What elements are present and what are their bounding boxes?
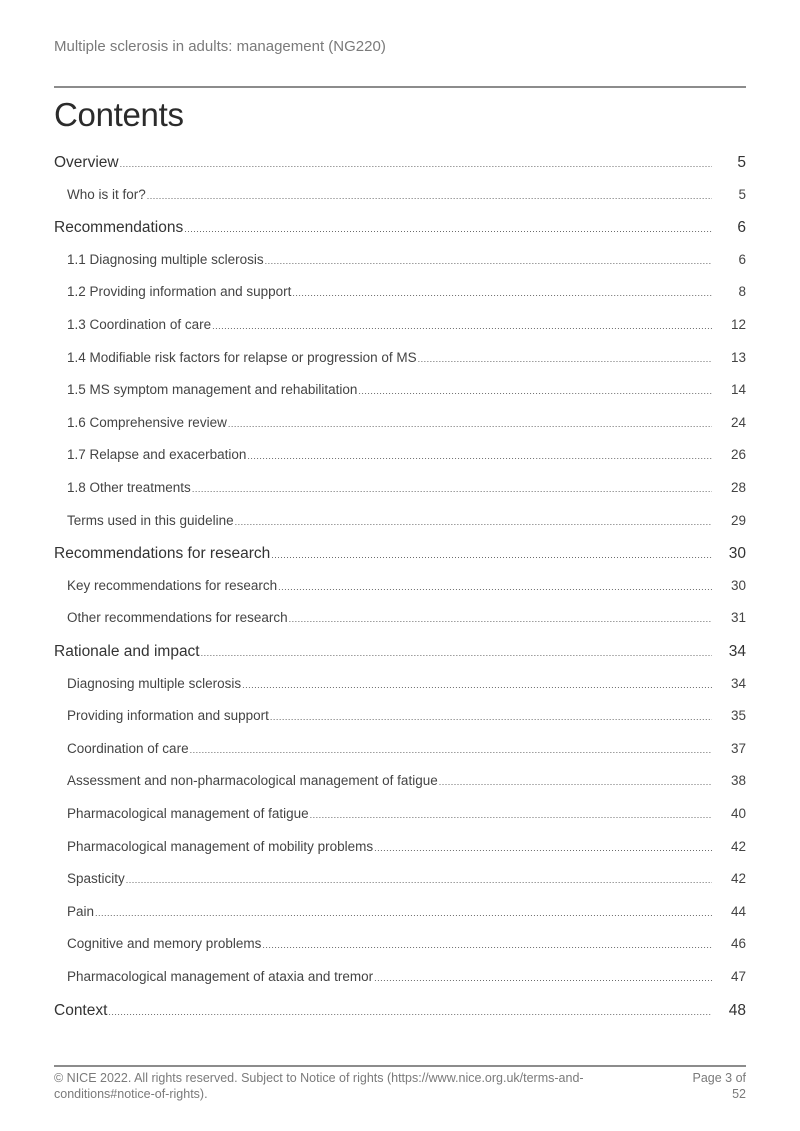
- toc-leader-dots: [247, 451, 712, 461]
- toc-leader-dots: [270, 712, 712, 722]
- toc-entry[interactable]: [54, 284, 746, 299]
- toc-entry[interactable]: [54, 676, 746, 691]
- toc-leader-dots: [228, 419, 712, 429]
- toc-entry-label: Rationale and impact: [54, 643, 200, 660]
- page-title: Contents: [54, 96, 184, 133]
- toc-leader-dots: [184, 224, 712, 234]
- toc-entry[interactable]: [54, 904, 746, 919]
- toc-entry-page: 38: [730, 773, 746, 789]
- toc-entry[interactable]: [54, 708, 746, 723]
- toc-entry-label: Diagnosing multiple sclerosis: [67, 675, 242, 691]
- toc-entry-label: 1.8 Other treatments: [67, 480, 191, 495]
- toc-leader-dots: [271, 550, 712, 560]
- toc-entry-label: 1.2 Providing information and support: [67, 284, 292, 300]
- toc-entry-page: 5: [737, 154, 746, 171]
- toc-entry[interactable]: [54, 480, 746, 495]
- footer-page-line: 52: [732, 1087, 746, 1101]
- toc-entry[interactable]: [54, 936, 746, 951]
- toc-entry-label: Coordination of care: [67, 740, 189, 756]
- toc-entry-page: 13: [730, 349, 746, 365]
- toc-entry-label: Cognitive and memory problems: [67, 936, 262, 952]
- toc-entry-label: Pharmacological management of ataxia and tremor: [67, 969, 374, 984]
- toc-entry-page: 31: [730, 610, 746, 626]
- toc-entry-label: 1.1 Diagnosing multiple sclerosis: [67, 251, 264, 267]
- toc-entry-page: 28: [730, 480, 746, 495]
- toc-leader-dots: [374, 843, 712, 853]
- toc-leader-dots: [120, 159, 712, 169]
- toc-entry-label: Recommendations: [54, 219, 184, 237]
- footer-copyright-line: conditions#notice-of-rights).: [54, 1087, 208, 1101]
- toc-entry-page: 14: [730, 382, 746, 398]
- toc-entry-label: Assessment and non-pharmacological management of fatigue: [67, 773, 438, 789]
- toc-leader-dots: [292, 288, 712, 298]
- toc-entry[interactable]: [54, 545, 746, 563]
- toc-entry-page: 37: [730, 740, 746, 756]
- toc-entry[interactable]: [54, 578, 746, 593]
- toc-entry-page: 34: [728, 643, 746, 660]
- toc-leader-dots: [147, 191, 712, 201]
- toc-entry[interactable]: [54, 513, 746, 528]
- toc-entry[interactable]: [54, 1002, 746, 1020]
- toc-leader-dots: [242, 680, 712, 690]
- toc-leader-dots: [262, 940, 712, 950]
- toc-entry[interactable]: [54, 187, 746, 202]
- toc-entry[interactable]: [54, 154, 746, 172]
- footer-copyright: [54, 1070, 634, 1102]
- toc-entry-label: Key recommendations for research: [67, 577, 278, 593]
- toc-entry[interactable]: [54, 610, 746, 625]
- toc-entry-page: 24: [730, 414, 746, 430]
- running-header: Multiple sclerosis in adults: management (NG220): [54, 38, 386, 55]
- toc-entry-label: Pharmacological management of mobility problems: [67, 838, 374, 854]
- toc-leader-dots: [418, 354, 712, 364]
- toc-entry-label: Providing information and support: [67, 708, 269, 724]
- toc-entry-label: Who is it for?: [67, 186, 146, 202]
- toc-entry[interactable]: [54, 969, 746, 984]
- toc-leader-dots: [310, 810, 712, 820]
- toc-entry[interactable]: [54, 415, 746, 430]
- toc-leader-dots: [95, 908, 712, 918]
- toc-entry-page: 5: [738, 186, 746, 202]
- header-divider: [54, 86, 746, 88]
- toc-leader-dots: [278, 582, 712, 592]
- toc-entry-label: Recommendations for research: [54, 545, 271, 563]
- toc-entry[interactable]: [54, 741, 746, 756]
- toc-entry-label: Other recommendations for research: [67, 610, 288, 626]
- toc-entry-page: 42: [730, 871, 746, 887]
- toc-leader-dots: [265, 256, 712, 266]
- toc-entry-label: Overview: [54, 154, 119, 171]
- toc-leader-dots: [212, 321, 712, 331]
- toc-entry-page: 44: [730, 903, 746, 919]
- toc-entry[interactable]: [54, 871, 746, 886]
- toc-entry-label: 1.4 Modifiable risk factors for relapse or progression of MS: [67, 349, 417, 365]
- toc-entry-label: Spasticity: [67, 871, 125, 887]
- toc-entry-page: 6: [737, 219, 746, 237]
- toc-leader-dots: [439, 777, 712, 787]
- toc-entry-page: 42: [730, 838, 746, 854]
- toc-entry-page: 47: [730, 969, 746, 984]
- toc-entry[interactable]: [54, 447, 746, 462]
- toc-entry[interactable]: [54, 839, 746, 854]
- toc-entry-label: Context: [54, 1001, 108, 1019]
- toc-leader-dots: [126, 875, 712, 885]
- toc-entry-label: 1.3 Coordination of care: [67, 317, 212, 332]
- footer-copyright-line: © NICE 2022. All rights reserved. Subject to Notice of rights (https://www.nice.org.uk/terms-and-: [54, 1071, 584, 1085]
- toc-leader-dots: [358, 386, 712, 396]
- toc-entry-label: 1.5 MS symptom management and rehabilitation: [67, 382, 358, 398]
- footer-page-line: Page 3 of: [692, 1071, 746, 1085]
- footer-divider: [54, 1065, 746, 1067]
- toc-entry[interactable]: [54, 219, 746, 237]
- toc-entry-page: 35: [730, 708, 746, 724]
- toc-entry-page: 46: [730, 936, 746, 952]
- toc-leader-dots: [190, 745, 712, 755]
- toc-entry-page: 26: [730, 447, 746, 463]
- toc-leader-dots: [108, 1007, 712, 1017]
- toc-entry-label: Pharmacological management of fatigue: [67, 806, 309, 821]
- toc-entry[interactable]: [54, 317, 746, 332]
- toc-entry-page: 30: [728, 545, 746, 563]
- toc-entry[interactable]: [54, 350, 746, 365]
- toc-entry-label: Terms used in this guideline: [67, 512, 234, 528]
- toc-entry[interactable]: [54, 773, 746, 788]
- footer-page-number: [676, 1070, 746, 1102]
- toc-entry[interactable]: [54, 806, 746, 821]
- toc-leader-dots: [192, 484, 712, 494]
- toc-entry[interactable]: [54, 382, 746, 397]
- toc-entry-page: 8: [738, 284, 746, 300]
- toc-entry-page: 40: [730, 806, 746, 821]
- toc-leader-dots: [289, 614, 712, 624]
- toc-entry[interactable]: [54, 643, 746, 661]
- toc-entry-label: 1.6 Comprehensive review: [67, 414, 227, 430]
- toc-leader-dots: [201, 648, 712, 658]
- toc-entry-label: 1.7 Relapse and exacerbation: [67, 447, 247, 463]
- toc-entry-page: 30: [730, 577, 746, 593]
- toc-leader-dots: [374, 973, 712, 983]
- toc-leader-dots: [235, 517, 712, 527]
- toc-entry[interactable]: [54, 252, 746, 267]
- toc-entry-page: 6: [738, 251, 746, 267]
- toc-entry-page: 29: [730, 512, 746, 528]
- toc-entry-label: Pain: [67, 903, 95, 919]
- toc-entry-page: 12: [730, 317, 746, 332]
- toc-entry-page: 34: [730, 675, 746, 691]
- toc-entry-page: 48: [728, 1001, 746, 1019]
